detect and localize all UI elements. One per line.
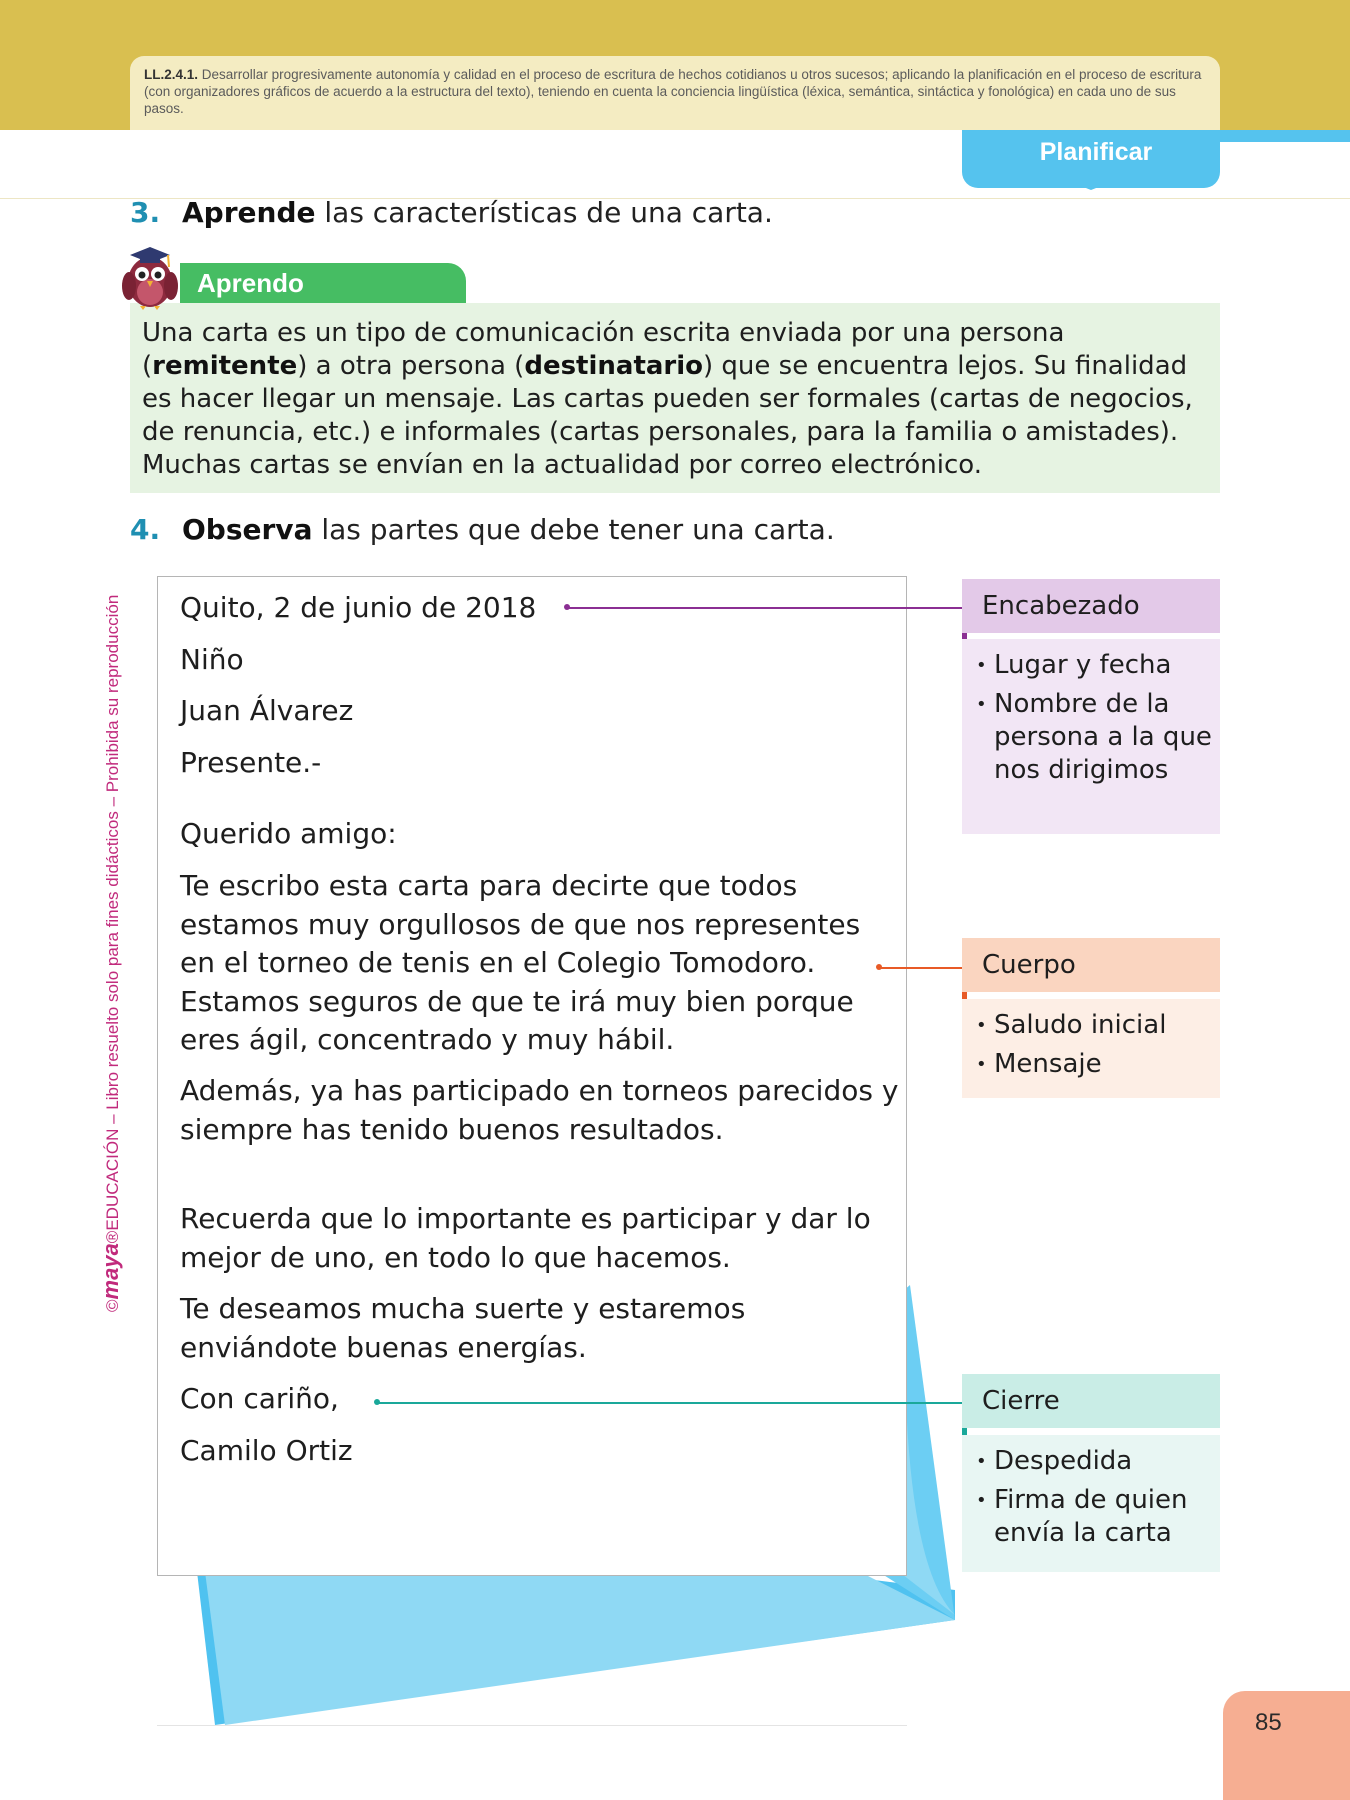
aprendo-text: ) a otra persona (	[297, 351, 525, 381]
letter-paragraph-2: Además, ya has participado en torneos parecidos y siempre has tenido buenos resultados.	[180, 1074, 899, 1146]
skill-text: Desarrollar progresivamente autonomía y calidad en el proceso de escritura de hechos cotidianos u otros sucesos; aplicando la planificación en el proceso de escritura (con organizadores gráficos de acuerdo a la estructura del texto), teniendo en cuenta la conciencia lingüística (léxica, semántica, sintáctica y fonológica) en cada uno de sus pasos.	[144, 67, 1202, 116]
footer-divider	[157, 1725, 907, 1726]
list-item: • Despedida	[976, 1445, 1212, 1478]
letter-paragraph-1: Te escribo esta carta para decirte que todos estamos muy orgullosos de que nos representes en el torneo de tenis en el Colegio Tomodoro. Estamos seguros de que te irá muy bien porque eres ágil, concentrado y muy hábil.	[180, 869, 861, 1056]
letter-greeting: Querido amigo:	[180, 817, 397, 850]
connector-dot	[564, 604, 570, 610]
connector-encabezado	[568, 607, 962, 609]
brand-name: maya	[98, 1243, 123, 1300]
skill-code: LL.2.4.1.	[144, 67, 199, 82]
question-verb: Observa	[182, 513, 313, 546]
connector-cuerpo	[880, 967, 962, 969]
cuerpo-items	[962, 999, 1220, 1098]
aprendo-bold-destinatario: destinatario	[524, 351, 704, 381]
letter-recipient-title: Niño	[180, 643, 244, 676]
encabezado-items	[962, 639, 1220, 834]
connector-cierre	[378, 1402, 962, 1404]
aprendo-bold-remitente: remitente	[152, 351, 298, 381]
cierre-items	[962, 1435, 1220, 1572]
list-item: • Firma de quien envía la carta	[976, 1484, 1212, 1550]
page-number: 85	[1223, 1691, 1350, 1800]
question-verb: Aprende	[182, 196, 316, 229]
list-item: • Saludo inicial	[976, 1009, 1212, 1042]
question-text: las características de una carta.	[315, 196, 773, 229]
question-number: 4.	[130, 513, 161, 546]
letter-recipient-name: Juan Álvarez	[180, 694, 354, 727]
letter-closing: Con cariño,	[180, 1382, 339, 1415]
letter-paragraph-4: Te deseamos mucha suerte y estaremos enviándote buenas energías.	[180, 1292, 746, 1364]
letter-signature: Camilo Ortiz	[180, 1434, 353, 1467]
list-item: • Mensaje	[976, 1048, 1212, 1081]
copyright-symbol: ©	[103, 1299, 122, 1312]
question-text: las partes que debe tener una carta.	[312, 513, 835, 546]
cuerpo-title: Cuerpo	[962, 938, 1220, 992]
letter-paragraph-3: Recuerda que lo importante es participar y dar lo mejor de uno, en todo lo que hacemos.	[180, 1202, 871, 1274]
connector-dot	[374, 1399, 380, 1405]
stage-label: Planificar	[962, 130, 1220, 188]
encabezado-title: Encabezado	[962, 579, 1220, 633]
aprendo-title: Aprendo	[180, 263, 466, 303]
list-item: • Nombre de la persona a la que nos dirigimos	[976, 688, 1212, 787]
copyright-text: ®EDUCACIÓN – Libro resuelto solo para fines didácticos – Prohibida su reproducción	[103, 594, 122, 1244]
aprendo-text: Una carta es un tipo de comunicación escrita enviada por una persona (	[142, 318, 1065, 381]
list-item: • Lugar y fecha	[976, 649, 1212, 682]
connector-dot	[876, 964, 882, 970]
cierre-title: Cierre	[962, 1374, 1220, 1428]
letter-presente: Presente.-	[180, 746, 322, 779]
letter-place-date: Quito, 2 de junio de 2018	[180, 591, 537, 624]
aprendo-text: ) que se encuentra lejos. Su finalidad es hacer llegar un mensaje. Las cartas pueden ser formales (cartas de negocios, de renuncia, etc.) e informales (cartas personales, para la familia o amistades). Muchas cartas se envían en la actualidad por correo electrónico.	[142, 351, 1193, 480]
question-number: 3.	[130, 196, 161, 229]
